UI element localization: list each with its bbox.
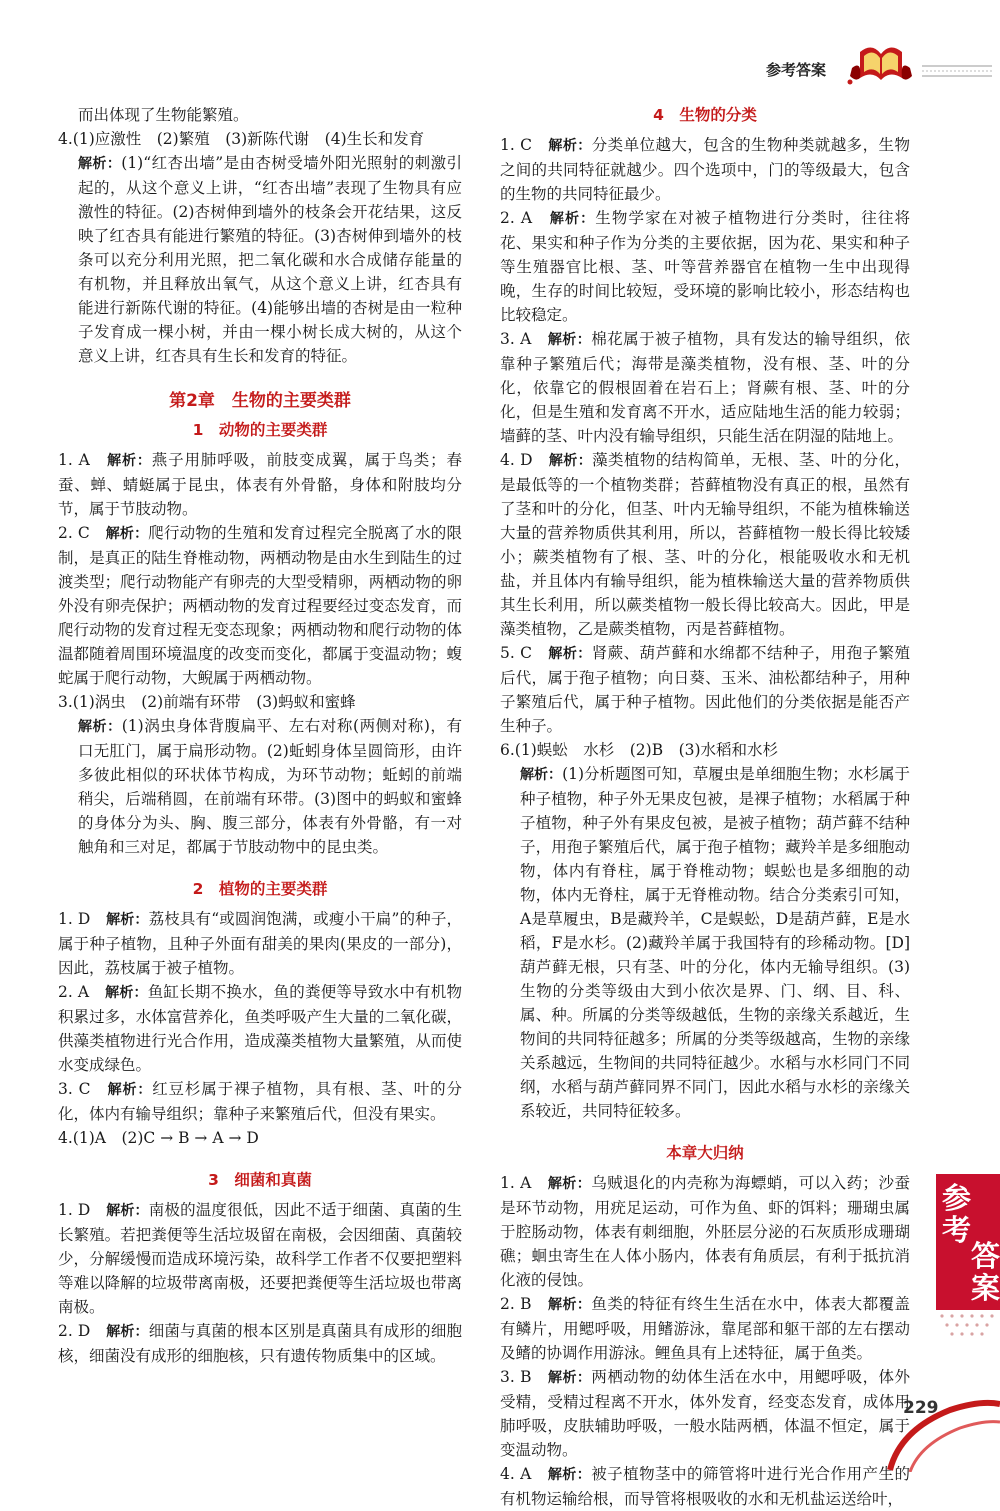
answer-item: 1. A 解析：乌贼退化的内壳称为海螵蛸，可以入药；沙蚕是环节动物，用疣足运动，可作为鱼、虾的饵料；珊瑚虫属于腔肠动物，体表有刺细胞，外胚层分泌的石灰质形成珊瑚礁；蛔虫寄生在人体小肠内，体表有角质层，有利于抵抗消化液的侵蚀。: [500, 1174, 910, 1289]
left-q4: 4.(1)应激性 (2)繁殖 (3)新陈代谢 (4)生长和发育 解析：(1)“红杏出墙”是由杏树受墙外阳光照射的刺激引起的，从这个意义上讲，“红杏出墙”表现了生物具有应激性的特征。(2)杏树伸到墙外的枝条会开花结果，这反映了红杏具有能进行繁殖的特征。(3)杏树伸到墙外的枝条可以充分利用光照，把二氧化碳和水合成储存能量的有机物，并且释放出氧气，从这个意义上讲，红杏具有能进行新陈代谢的特征。(4)能够出墙的杏树是由一粒种子发育成一棵小树，并由一棵小树长成大树的，从这个意义上讲，红杏具有生长和发育的特征。: [58, 130, 462, 365]
section-title-classification: 4 生物的分类: [653, 106, 757, 124]
left-column: [58, 103, 462, 1368]
page-number: 229: [903, 1398, 939, 1418]
section-title-bacteria: 3 细菌和真菌: [208, 1171, 312, 1189]
answer-item: 1. C 解析：分类单位越大，包含的生物种类就越多，生物之间的共同特征就越少。四个选项中，门的等级最大，包含的生物的共同特征最少。: [500, 136, 910, 203]
side-tab-answers: [936, 1174, 1000, 1310]
right-column: [500, 103, 910, 1511]
tab-dot-pattern-icon: [936, 1310, 1000, 1346]
answer-item: 4. A 解析：被子植物茎中的筛管将叶进行光合作用产生的有机物运输给根，而导管将根吸收的水和无机盐运送给叶，: [500, 1465, 910, 1508]
answer-item: 1. D 解析：荔枝具有“或圆润饱满，或瘦小干扁”的种子，属于种子植物，且种子外面有甜美的果肉(果皮的一部分)，因此，荔枝属于被子植物。: [58, 910, 462, 977]
corner-swoosh-icon: [860, 1370, 1000, 1472]
answer-item: 2. A 解析：生物学家在对被子植物进行分类时，往往将花、果实和种子作为分类的主要依据，因为花、果实和种子等生殖器官比根、茎、叶等营养器官在植物一生中出现得晚，生存的时间比较短，受环境的影响比较小，形态结构也比较稳定。: [500, 209, 910, 324]
answer-item: 1. A 解析：燕子用肺呼吸，前肢变成翼，属于鸟类；春蚕、蝉、蜻蜓属于昆虫，体表有外骨骼，身体和附肢均分节，属于节肢动物。: [58, 451, 462, 518]
tab-char: 参: [942, 1181, 972, 1215]
header-rule-lines: [922, 62, 992, 82]
answer-item: 6.(1)蜈蚣 水杉 (2)B (3)水稻和水杉 解析：(1)分析题图可知，草履虫是单细胞生物；水杉属于种子植物，种子外无果皮包被，是裸子植物；水稻属于种子植物，种子外有果皮包被，是被子植物；葫芦藓不结种子，用孢子繁殖后代，属于孢子植物；藏羚羊是多细胞动物，体内有脊柱，属于脊椎动物；蜈蚣也是多细胞的动物，体内无脊柱，属于无脊椎动物。结合分类索引可知，A是草履虫，B是藏羚羊，C是蜈蚣，D是葫芦藓，E是水稻，F是水杉。(2)藏羚羊属于我国特有的珍稀动物。[D]葫芦藓无根，只有茎、叶的分化，体内无输导组织。(3)生物的分类等级由大到小依次是界、门、纲、目、科、属、种。所属的分类等级越低，生物的亲缘关系越近，生物间的共同特征越多；所属的分类等级越高，生物的亲缘关系越远，生物间的共同特征越少。水稻与水杉同门不同纲，水稻与葫芦藓同界不同门，因此水稻与水杉的亲缘关系较近，共同特征较多。: [500, 741, 911, 1120]
section-title-animals: 1 动物的主要类群: [192, 421, 328, 439]
tab-char: 案: [971, 1271, 1000, 1305]
answer-item: 1. D 解析：南极的温度很低，因此不适于细菌、真菌的生长繁殖。若把粪便等生活垃圾留在南极，会因细菌、真菌较少，分解缓慢而造成环境污染，故科学工作者不仅要把塑料等难以降解的垃圾带离南极，还要把粪便等生活垃圾也带离南极。: [58, 1201, 462, 1316]
answer-item: 5. C 解析：肾蕨、葫芦藓和水绵都不结种子，用孢子繁殖后代，属于孢子植物；向日葵、玉米、油松都结种子，用种子繁殖后代，属于种子植物。因此他们的分类依据是能否产生种子。: [500, 644, 910, 735]
answer-item: 3. A 解析：棉花属于被子植物，具有发达的输导组织，依靠种子繁殖后代；海带是藻类植物，没有根、茎、叶的分化，依靠它的假根固着在岩石上；肾蕨有根、茎、叶的分化，但是生殖和发育离不开水，适应陆地生活的能力较弱；墙藓的茎、叶内没有输导组织，只能生活在阴湿的陆地上。: [500, 330, 910, 445]
answer-item: 4.(1)A (2)C → B → A → D: [58, 1129, 259, 1147]
answer-item: 3. C 解析：红豆杉属于裸子植物，具有根、茎、叶的分化，体内有输导组织；靠种子来繁殖后代，但没有果实。: [58, 1080, 462, 1123]
answer-item: 2. C 解析：爬行动物的生殖和发育过程完全脱离了水的限制，是真正的陆生脊椎动物，两栖动物是由水生到陆生的过渡类型；爬行动物能产有卵壳的大型受精卵，两栖动物的卵外没有卵壳保护；两栖动物的发育过程要经过变态发育，而爬行动物的发育过程无变态现象；两栖动物和爬行动物的体温都随着周围环境温度的改变而变化，都属于变温动物；蝮蛇属于爬行动物，大鲵属于两栖动物。: [58, 524, 462, 687]
section-title-plants: 2 植物的主要类群: [192, 880, 328, 898]
answer-item: 4. D 解析：藻类植物的结构简单，无根、茎、叶的分化，是最低等的一个植物类群；苔藓植物没有真正的根，虽然有了茎和叶的分化，但茎、叶内无输导组织，不能为植株输送大量的营养物质供其利用，所以，苔藓植物一般长得比较矮小；蕨类植物有了根、茎、叶的分化，根能吸收水和无机盐，并且体内有输导组织，能为植株输送大量的营养物质供其生长利用，所以蕨类植物一般长得比较高大。因此，甲是藻类植物，乙是蕨类植物，丙是苔藓植物。: [500, 451, 910, 638]
section-title-summary: 本章大归纳: [666, 1144, 744, 1162]
answer-item: 2. D 解析：细菌与真菌的根本区别是真菌具有成形的细胞核，细菌没有成形的细胞核，只有遗传物质集中的区域。: [58, 1322, 462, 1365]
chapter-title: 第2章 生物的主要类群: [169, 391, 351, 411]
answer-item: 3. B 解析：两栖动物的幼体生活在水中，用鳃呼吸，体外受精，受精过程离不开水，体外发育，经变态发育，成体用肺呼吸，皮肤辅助呼吸，一般水陆两栖，体温不恒定，属于变温动物。: [500, 1368, 910, 1459]
answer-item: 2. A 解析：鱼缸长期不换水，鱼的粪便等导致水中有机物积累过多，水体富营养化，鱼类呼吸产生大量的二氧化碳，供藻类植物进行光合作用，造成藻类植物大量繁殖，从而使水变成绿色。: [58, 983, 462, 1074]
header-label: 参考答案: [766, 61, 827, 79]
answer-item: 2. B 解析：鱼类的特征有终生生活在水中，体表大都覆盖有鳞片，用鳃呼吸，用鳍游泳，靠尾部和躯干部的左右摆动及鳍的协调作用游泳。鲤鱼具有上述特征，属于鱼类。: [500, 1295, 910, 1362]
continuation-text: 而出体现了生物能繁殖。: [78, 106, 249, 124]
answer-item: 3.(1)涡虫 (2)前端有环带 (3)蚂蚁和蜜蜂 解析：(1)涡虫身体背腹扁平、左右对称(两侧对称)，有口无肛门，属于扁形动物。(2)蚯蚓身体呈圆筒形，由许多彼此相似的环状体节构成，为环节动物；蚯蚓的前端稍尖，后端稍圆，在前端有环带。(3)图中的蚂蚁和蜜蜂的身体分为头、胸、腹三部分，体表有外骨骼，有一对触角和三对足，都属于节肢动物中的昆虫类。: [58, 693, 462, 856]
book-emblem-icon: [842, 38, 920, 94]
page-header: [0, 0, 1000, 100]
tab-char: 考: [942, 1213, 972, 1247]
tab-char: 答: [971, 1239, 1000, 1273]
